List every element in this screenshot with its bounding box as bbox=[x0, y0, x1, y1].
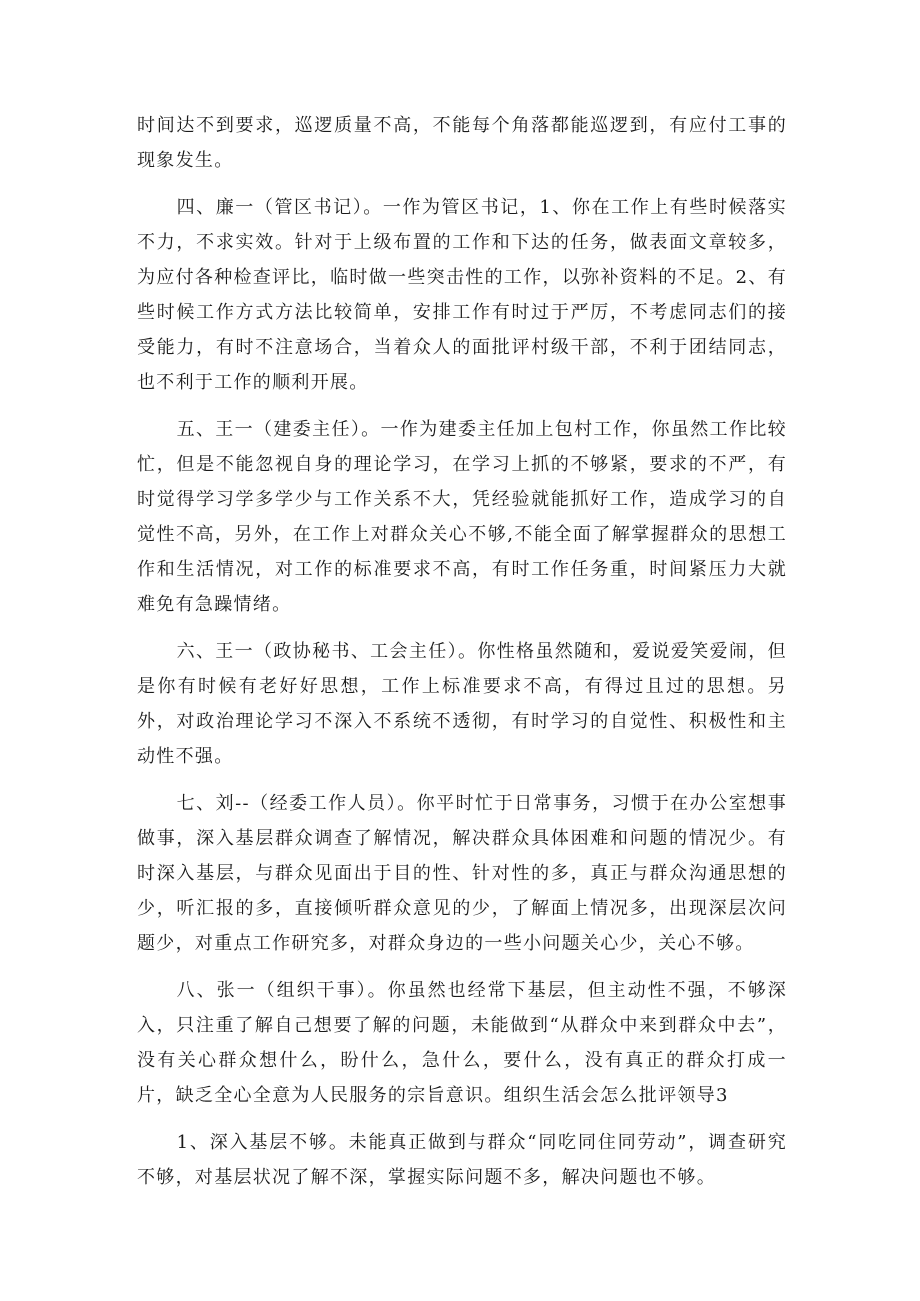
paragraph-zhang: 八、张一（组织干事）。你虽然也经常下基层，但主动性不强，不够深入，只注重了解自己想要了解的问题，未能做到“从群众中来到群众中去”，没有关心群众想什么，盼什么，急什么，要什么，没有真正的群众打成一片，缺乏全心全意为人民服务的宗旨意识。组织生活会怎么批评领导3 bbox=[137, 980, 787, 1106]
paragraph-continuation: 时间达不到要求，巡逻质量不高，不能每个角落都能巡逻到，有应付工事的现象发生。 bbox=[137, 115, 787, 171]
paragraph-liu: 七、刘--（经委工作人员）。你平时忙于日常事务，习惯于在办公室想事做事，深入基层群众调查了解情况，解决群众具体困难和问题的情况少。有时深入基层，与群众见面出于目的性、针对性的多，真正与群众沟通思想的少，听汇报的多，直接倾听群众意见的少，了解面上情况多，出现深层次问题少，对重点工作研究多，对群众身边的一些小问题关心少，关心不够。 bbox=[137, 793, 787, 954]
paragraph-wang-zhengxie: 六、王一（政协秘书、工会主任）。你性格虽然随和，爱说爱笑爱闹，但是你有时候有老好好思想，工作上标准要求不高，有得过且过的思想。另外，对政治理论学习不深入不系统不透彻，有时学习的自觉性、积极性和主动性不强。 bbox=[137, 641, 787, 767]
paragraph-lian: 四、廉一（管区书记）。一作为管区书记，1、你在工作上有些时候落实不力，不求实效。针对于上级布置的工作和下达的任务，做表面文章较多，为应付各种检查评比，临时做一些突击性的工作，以弥补资料的不足。2、有些时候工作方式方法比较简单，安排工作有时过于严厉，不考虑同志们的接受能力，有时不注意场合，当着众人的面批评村级干部，不利于团结同志，也不利于工作的顺利开展。 bbox=[137, 197, 787, 393]
paragraph-point-1: 1、深入基层不够。未能真正做到与群众“同吃同住同劳动”，调查研究不够，对基层状况了解不深，掌握实际问题不多，解决问题也不够。 bbox=[137, 1132, 787, 1188]
document-page bbox=[137, 108, 787, 1207]
paragraph-wang-jianwei: 五、王一（建委主任）。一作为建委主任加上包村工作，你虽然工作比较忙，但是不能忽视自身的理论学习，在学习上抓的不够紧，要求的不严，有时觉得学习学多学少与工作关系不大，凭经验就能抓好工作，造成学习的自觉性不高，另外，在工作上对群众关心不够,不能全面了解掌握群众的思想工作和生活情况，对工作的标准要求不高，有时工作任务重，时间紧压力大就难免有急躁情绪。 bbox=[137, 419, 787, 615]
